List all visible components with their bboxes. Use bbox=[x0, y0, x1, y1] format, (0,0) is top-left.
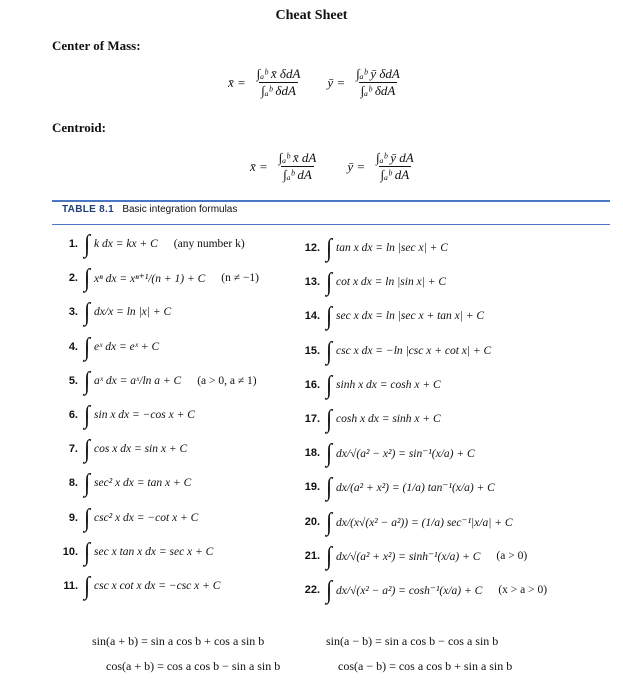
left-formula-2 bbox=[58, 263, 260, 292]
centroid-ybar-numerator: ∫ₐᵇ ȳ dA bbox=[376, 150, 414, 165]
centroid-ybar-lhs: ȳ = bbox=[347, 158, 366, 174]
formula-expression: sinh x dx = cosh x + C bbox=[336, 378, 441, 391]
right-formula-8 bbox=[300, 472, 495, 502]
right-formula-3 bbox=[300, 301, 485, 331]
centroid-xbar-fraction bbox=[277, 150, 319, 183]
formula-expression: sec² x dx = tan x + C bbox=[94, 477, 192, 490]
formula-number: 3. bbox=[68, 306, 78, 319]
integral-sign-icon: ∫ bbox=[84, 468, 91, 498]
left-formula-5 bbox=[58, 365, 257, 395]
right-formula-9 bbox=[300, 506, 513, 536]
formula-expression: csc x dx = −ln |csc x + cot x| + C bbox=[336, 344, 492, 357]
integral-sign-icon: ∫ bbox=[326, 301, 333, 331]
formula-number: 2. bbox=[68, 272, 78, 285]
integral-sign-icon: ∫ bbox=[326, 335, 333, 365]
trig-cos-minus: cos(a − b) = cos a cos b + sin a sin b bbox=[338, 659, 513, 673]
formula-expression: sec x dx = ln |sec x + tan x| + C bbox=[336, 310, 485, 323]
integral-sign-icon: ∫ bbox=[84, 502, 91, 532]
right-formula-5 bbox=[300, 369, 441, 399]
formula-number: 7. bbox=[68, 443, 78, 456]
formula-condition: (any number k) bbox=[173, 238, 245, 250]
formula-expression: k dx = kx + C bbox=[94, 238, 158, 250]
formula-number: 9. bbox=[68, 511, 78, 524]
formula-number: 10. bbox=[62, 545, 78, 558]
formula-expression: cot x dx = ln |sin x| + C bbox=[336, 276, 447, 289]
formula-number: 14. bbox=[304, 310, 320, 323]
integral-sign-icon: ∫ bbox=[326, 540, 333, 570]
formula-number: 4. bbox=[68, 340, 78, 353]
table-tag: TABLE 8.1 bbox=[62, 204, 114, 215]
integral-sign-icon: ∫ bbox=[84, 263, 91, 292]
integral-sign-icon: ∫ bbox=[84, 434, 91, 463]
formula-number: 15. bbox=[304, 344, 320, 357]
com-xbar-lhs: x̄ = bbox=[228, 74, 246, 90]
integral-sign-icon: ∫ bbox=[84, 229, 91, 258]
center-of-mass-formulas bbox=[228, 66, 405, 99]
trig-sin-minus: sin(a − b) = sin a cos b − cos a sin b bbox=[326, 634, 499, 648]
center-of-mass-label: Center of Mass: bbox=[52, 38, 141, 53]
left-formula-10 bbox=[58, 536, 214, 566]
table-title: Basic integration formulas bbox=[122, 204, 238, 215]
left-formula-8 bbox=[58, 468, 192, 498]
integral-sign-icon: ∫ bbox=[326, 267, 333, 296]
formula-expression: dx/(x√(x² − a²)) = (1/a) sec⁻¹|x/a| + C bbox=[336, 516, 513, 529]
centroid-ybar-denominator: ∫ₐᵇ dA bbox=[380, 167, 410, 182]
formula-expression: dx/√(a² − x²) = sin⁻¹(x/a) + C bbox=[336, 448, 475, 461]
right-formula-6 bbox=[300, 404, 441, 433]
right-formula-11 bbox=[300, 575, 548, 604]
formula-condition: (n ≠ −1) bbox=[221, 272, 260, 285]
table-rule bbox=[52, 224, 610, 225]
formula-number: 5. bbox=[68, 374, 78, 387]
formula-expression: dx/x = ln |x| + C bbox=[94, 306, 172, 319]
formula-expression: sin x dx = −cos x + C bbox=[94, 409, 195, 421]
integral-sign-icon: ∫ bbox=[326, 404, 333, 433]
formula-expression: cosh x dx = sinh x + C bbox=[336, 413, 441, 425]
formula-number: 11. bbox=[63, 580, 78, 592]
formula-expression: cos x dx = sin x + C bbox=[94, 443, 188, 456]
integral-sign-icon: ∫ bbox=[326, 233, 333, 262]
table-caption bbox=[62, 204, 237, 215]
formula-number: 8. bbox=[68, 477, 78, 490]
centroid-label: Centroid: bbox=[52, 120, 106, 135]
integral-sign-icon: ∫ bbox=[84, 331, 91, 361]
com-ybar-denominator: ∫ₐᵇ δdA bbox=[360, 83, 396, 98]
formula-number: 6. bbox=[68, 409, 78, 421]
com-ybar-fraction bbox=[354, 66, 402, 99]
left-formula-7 bbox=[58, 434, 188, 463]
formula-number: 13. bbox=[304, 276, 320, 289]
formula-number: 12. bbox=[304, 242, 320, 254]
left-formula-6 bbox=[58, 400, 195, 429]
formula-number: 19. bbox=[304, 481, 320, 494]
centroid-formulas bbox=[250, 150, 419, 183]
formula-expression: aˣ dx = aˣ/ln a + C bbox=[94, 374, 182, 387]
right-formula-4 bbox=[300, 335, 492, 365]
formula-number: 20. bbox=[304, 515, 320, 528]
formula-expression: csc² x dx = −cot x + C bbox=[94, 511, 199, 524]
centroid-xbar-lhs: x̄ = bbox=[250, 158, 268, 174]
com-ybar-lhs: ȳ = bbox=[327, 74, 346, 90]
formula-number: 1. bbox=[68, 238, 78, 250]
com-ybar-numerator: ∫ₐᵇ ȳ δdA bbox=[356, 66, 400, 81]
formula-number: 21. bbox=[304, 549, 320, 562]
formula-expression: tan x dx = ln |sec x| + C bbox=[336, 242, 448, 254]
integral-sign-icon: ∫ bbox=[84, 297, 91, 327]
integral-sign-icon: ∫ bbox=[326, 506, 333, 536]
page-title: Cheat Sheet bbox=[275, 8, 348, 23]
centroid-xbar-denominator: ∫ₐᵇ dA bbox=[283, 167, 312, 182]
formula-number: 22. bbox=[304, 584, 320, 596]
centroid-ybar-fraction bbox=[374, 150, 416, 183]
integral-sign-icon: ∫ bbox=[326, 472, 333, 502]
formula-expression: xⁿ dx = xⁿ⁺¹/(n + 1) + C bbox=[94, 273, 206, 286]
integral-sign-icon: ∫ bbox=[326, 575, 333, 604]
com-xbar-numerator: ∫ₐᵇ x̄ δdA bbox=[256, 66, 301, 81]
right-formula-10 bbox=[300, 540, 528, 570]
formula-expression: csc x cot x dx = −csc x + C bbox=[94, 580, 221, 592]
integral-sign-icon: ∫ bbox=[84, 536, 91, 566]
formula-number: 17. bbox=[304, 413, 320, 425]
formula-condition: (x > a > 0) bbox=[498, 584, 548, 596]
left-formula-1 bbox=[58, 229, 245, 258]
trig-sin-plus: sin(a + b) = sin a cos b + cos a sin b bbox=[92, 634, 265, 648]
formula-expression: dx/√(x² − a²) = cosh⁻¹(x/a) + C bbox=[336, 585, 483, 597]
left-formula-4 bbox=[58, 331, 160, 361]
formula-expression: dx/(a² + x²) = (1/a) tan⁻¹(x/a) + C bbox=[336, 482, 495, 495]
formula-expression: dx/√(a² + x²) = sinh⁻¹(x/a) + C bbox=[336, 550, 481, 563]
left-formula-11 bbox=[58, 571, 221, 600]
left-formula-3 bbox=[58, 297, 172, 327]
integral-sign-icon: ∫ bbox=[326, 438, 333, 467]
integral-sign-icon: ∫ bbox=[84, 571, 91, 600]
formula-expression: sec x tan x dx = sec x + C bbox=[94, 545, 214, 558]
com-xbar-fraction bbox=[255, 66, 303, 99]
formula-condition: (a > 0) bbox=[496, 549, 528, 562]
trig-cos-plus: cos(a + b) = cos a cos b − sin a sin b bbox=[106, 659, 281, 673]
formula-expression: eˣ dx = eˣ + C bbox=[94, 340, 160, 353]
integral-sign-icon: ∫ bbox=[326, 369, 333, 399]
formula-number: 18. bbox=[304, 447, 320, 460]
com-xbar-denominator: ∫ₐᵇ δdA bbox=[261, 83, 296, 98]
integral-sign-icon: ∫ bbox=[84, 365, 91, 395]
integral-sign-icon: ∫ bbox=[84, 400, 91, 429]
right-formula-1 bbox=[300, 233, 448, 262]
formula-number: 16. bbox=[304, 378, 320, 391]
right-formula-2 bbox=[300, 267, 447, 296]
right-formula-7 bbox=[300, 438, 475, 467]
centroid-xbar-numerator: ∫ₐᵇ x̄ dA bbox=[278, 150, 317, 165]
formula-condition: (a > 0, a ≠ 1) bbox=[197, 374, 257, 387]
left-formula-9 bbox=[58, 502, 199, 532]
